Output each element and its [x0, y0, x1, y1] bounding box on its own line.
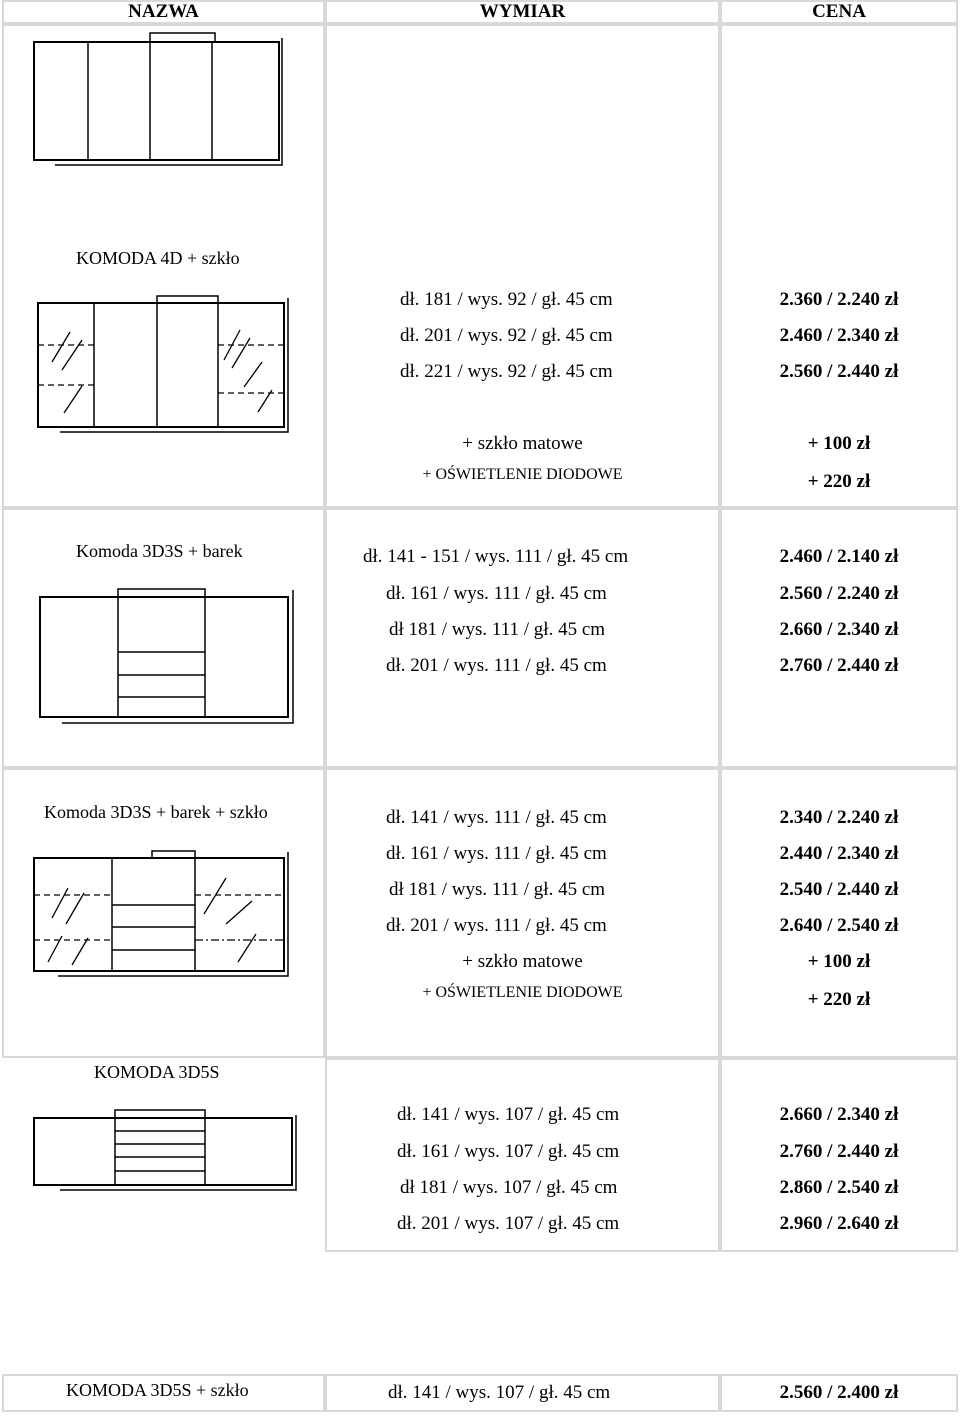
- size-line-2: dł. 201 / wys. 92 / gł. 45 cm: [400, 325, 613, 346]
- size-line-2: dł. 161 / wys. 111 / gł. 45 cm: [386, 843, 607, 864]
- size-line-1: dł. 181 / wys. 92 / gł. 45 cm: [400, 289, 613, 310]
- product-name: Komoda 3D3S + barek: [76, 541, 243, 561]
- extra-frosted-glass: + szkło matowe: [462, 433, 583, 454]
- komoda-3d5s-drawing: [0, 0, 325, 1200]
- price-line-4: 2.960 / 2.640 zł: [779, 1213, 899, 1234]
- extra-price-2: + 220 zł: [807, 989, 871, 1010]
- size-line-4: dł. 201 / wys. 107 / gł. 45 cm: [397, 1213, 620, 1234]
- price-line-4: 2.760 / 2.440 zł: [779, 655, 899, 676]
- size-line-4: dł. 201 / wys. 111 / gł. 45 cm: [386, 655, 607, 676]
- price-line-4: 2.640 / 2.540 zł: [779, 915, 899, 936]
- size-line-3: dł 181 / wys. 111 / gł. 45 cm: [389, 879, 606, 900]
- price-line-3: 2.540 / 2.440 zł: [779, 879, 899, 900]
- extra-led-lighting: + OŚWIETLENIE DIODOWE: [422, 984, 623, 1001]
- product-name: Komoda 3D3S + barek + szkło: [44, 802, 268, 822]
- header-price: CENA: [720, 0, 958, 26]
- extra-price-2: + 220 zł: [807, 471, 871, 492]
- size-line-1: dł. 141 / wys. 111 / gł. 45 cm: [386, 807, 607, 828]
- size-line-3: dł. 221 / wys. 92 / gł. 45 cm: [400, 361, 613, 382]
- extra-frosted-glass: + szkło matowe: [462, 951, 583, 972]
- size-line-1: dł. 141 / wys. 107 / gł. 45 cm: [388, 1382, 611, 1403]
- price-line-1: 2.460 / 2.140 zł: [779, 546, 899, 567]
- price-line-3: 2.560 / 2.440 zł: [779, 361, 899, 382]
- price-line-2: 2.440 / 2.340 zł: [779, 843, 899, 864]
- price-line-1: 2.560 / 2.400 zł: [779, 1382, 899, 1403]
- extra-led-lighting: + OŚWIETLENIE DIODOWE: [422, 466, 623, 483]
- size-line-4: dł. 201 / wys. 111 / gł. 45 cm: [386, 915, 607, 936]
- price-line-2: 2.760 / 2.440 zł: [779, 1141, 899, 1162]
- price-line-1: 2.340 / 2.240 zł: [779, 807, 899, 828]
- price-line-1: 2.660 / 2.340 zł: [779, 1104, 899, 1125]
- price-line-2: 2.560 / 2.240 zł: [779, 583, 899, 604]
- size-line-3: dł 181 / wys. 107 / gł. 45 cm: [400, 1177, 618, 1198]
- extra-price-1: + 100 zł: [807, 951, 871, 972]
- product-name: KOMODA 3D5S: [94, 1062, 220, 1082]
- price-line-1: 2.360 / 2.240 zł: [779, 289, 899, 310]
- price-line-3: 2.660 / 2.340 zł: [779, 619, 899, 640]
- price-line-3: 2.860 / 2.540 zł: [779, 1177, 899, 1198]
- size-line-3: dł 181 / wys. 111 / gł. 45 cm: [389, 619, 606, 640]
- product-name: KOMODA 3D5S + szkło: [66, 1380, 249, 1400]
- price-line-2: 2.460 / 2.340 zł: [779, 325, 899, 346]
- header-size: WYMIAR: [325, 0, 720, 26]
- product-name: KOMODA 4D + szkło: [76, 248, 240, 268]
- extra-price-1: + 100 zł: [807, 433, 871, 454]
- size-line-2: dł. 161 / wys. 107 / gł. 45 cm: [397, 1141, 620, 1162]
- size-line-1: dł. 141 / wys. 107 / gł. 45 cm: [397, 1104, 620, 1125]
- header-name: NAZWA: [2, 0, 325, 26]
- size-line-2: dł. 161 / wys. 111 / gł. 45 cm: [386, 583, 607, 604]
- size-line-1: dł. 141 - 151 / wys. 111 / gł. 45 cm: [363, 546, 629, 567]
